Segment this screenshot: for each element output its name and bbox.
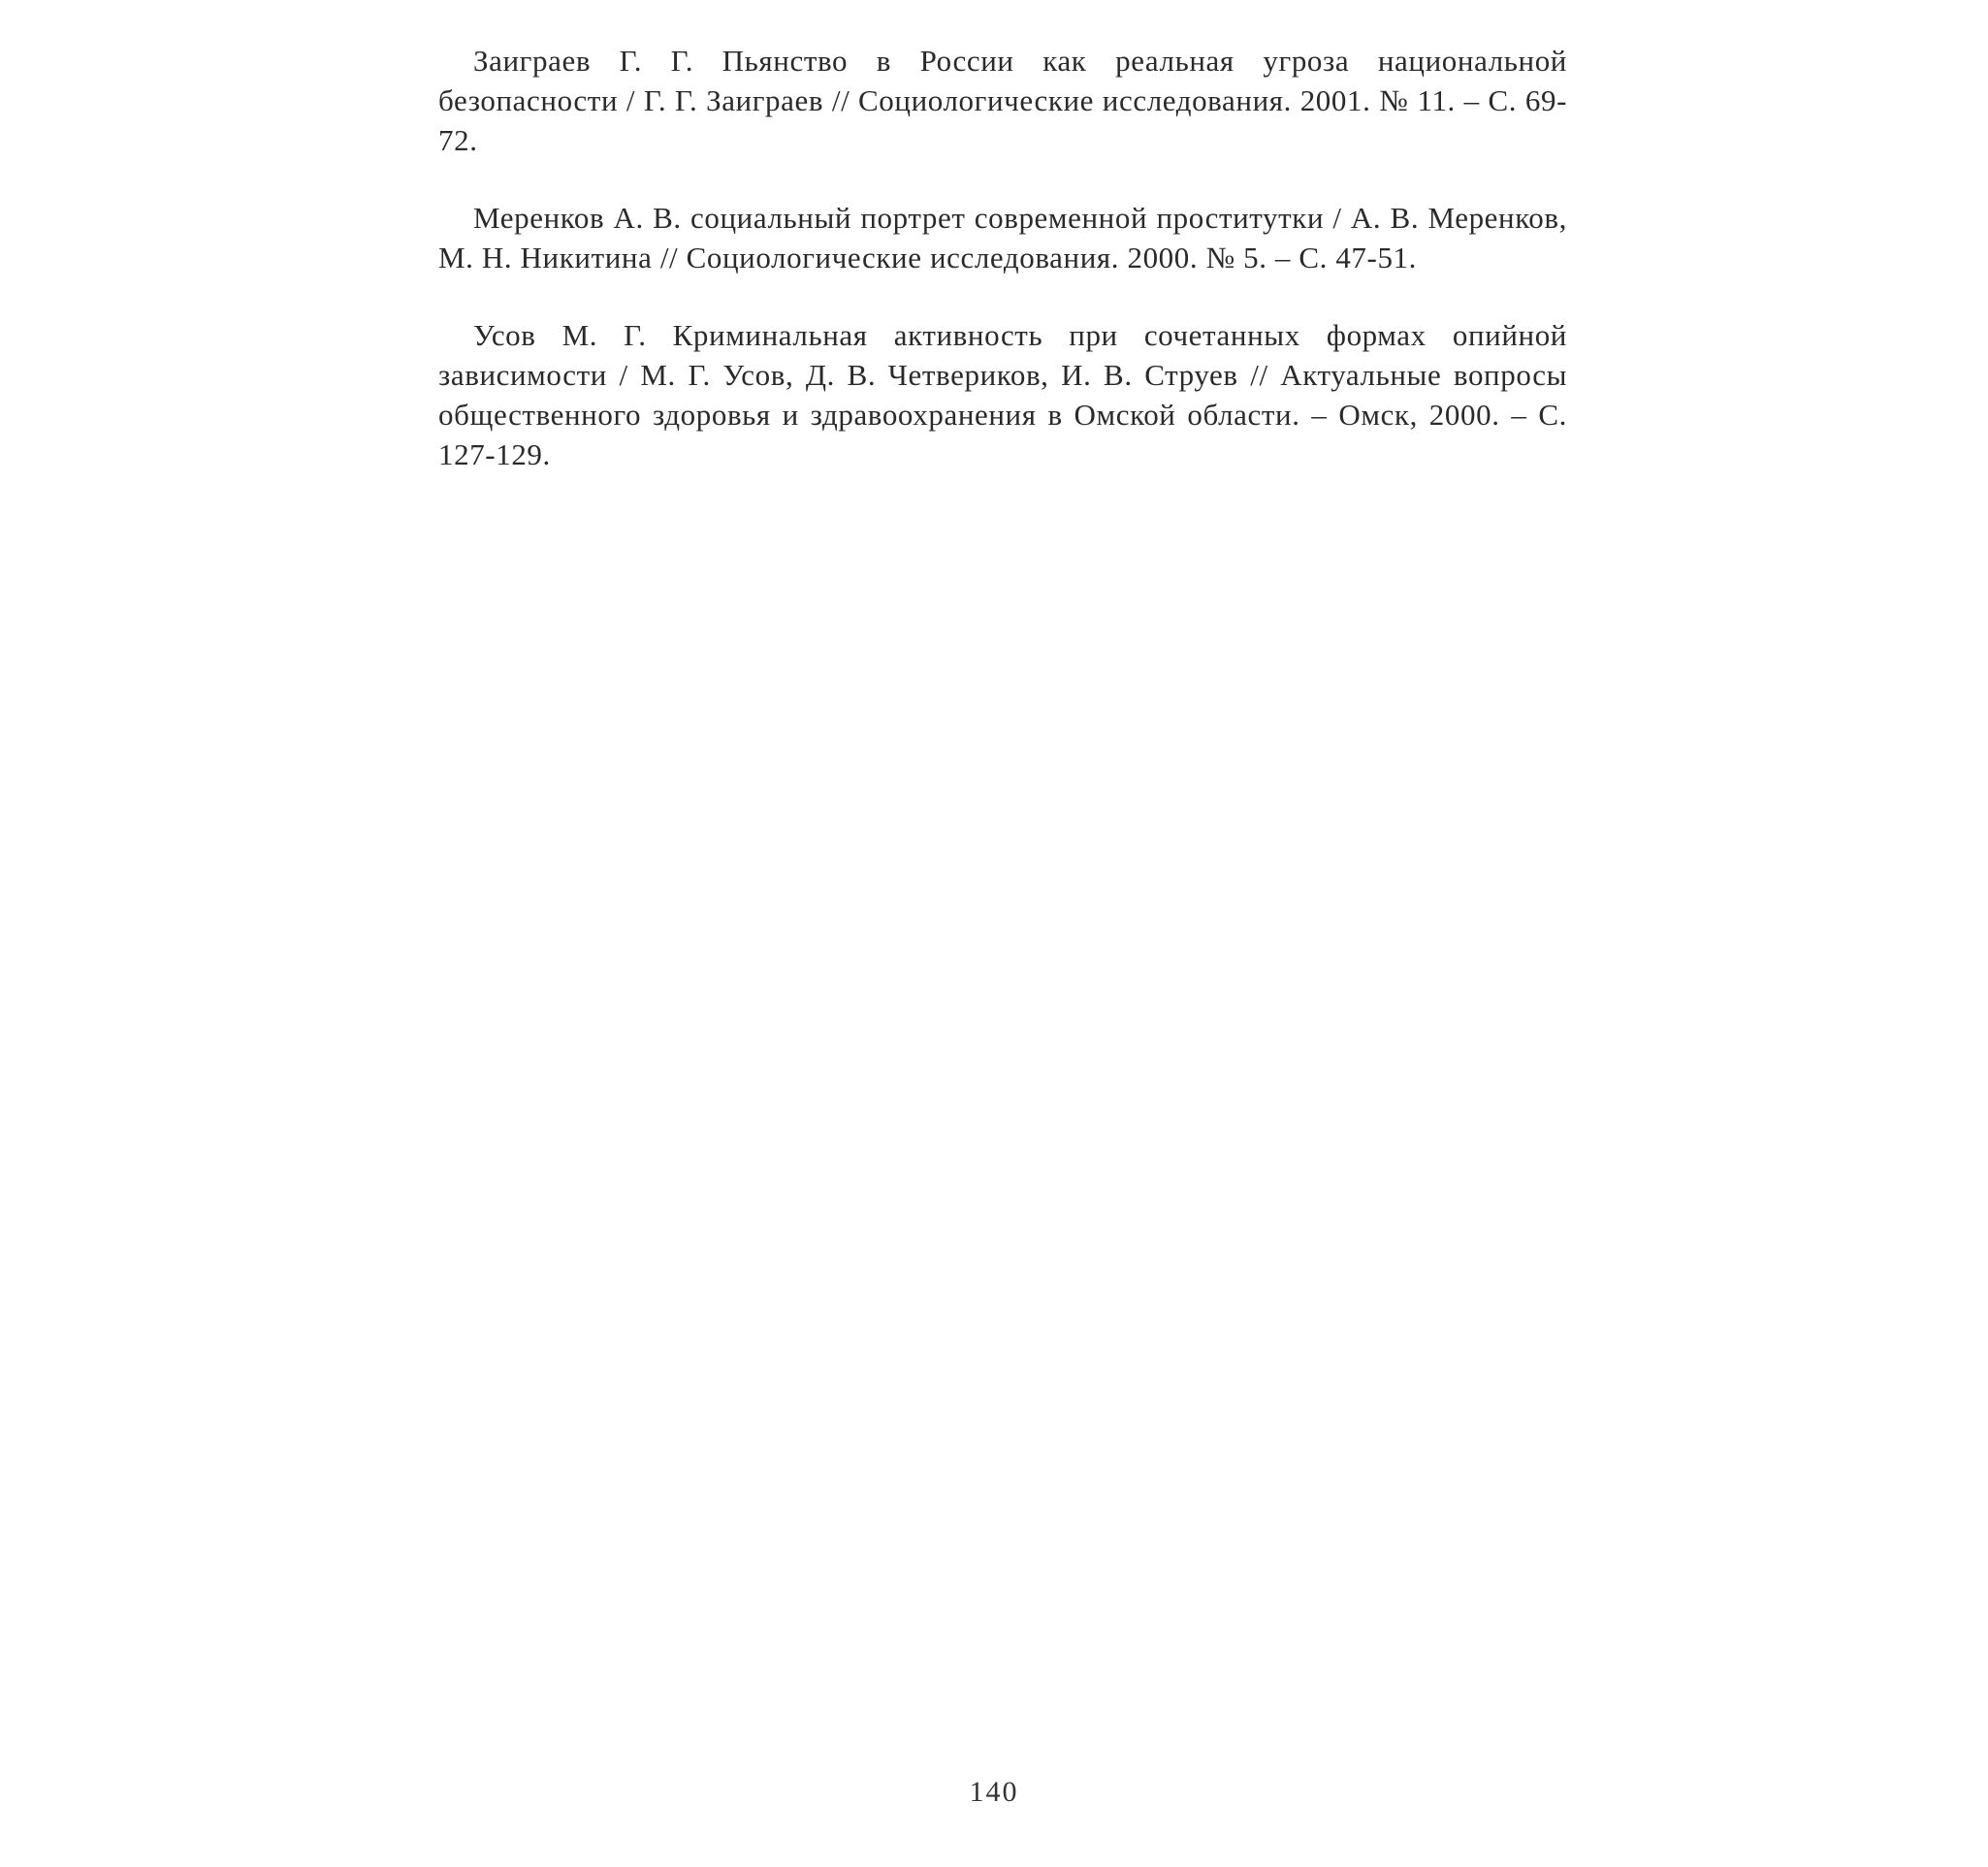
- reference-entry-usov: Усов М. Г. Криминальная активность при сочетанных формах опийной зависимости / М. Г. Усов, Д. В. Четвериков, И. В. Струев // Актуальные вопросы общественного здоровья и здравоохранения в Омской области. – Омск, 2000. – С. 127-129.: [438, 318, 1567, 471]
- reference-entry-zaigraev: Заиграев Г. Г. Пьянство в России как реальная угроза национальной безопасности / Г. Г. Заиграев // Социологические исследования. 2001. № 11. – С. 69-72.: [438, 44, 1567, 157]
- reference-list: [438, 41, 1567, 474]
- page-number: 140: [969, 1776, 1019, 1808]
- reference-entry-merenkov: Меренков А. В. социальный портрет современной проститутки / А. В. Меренков, М. Н. Никитина // Социологические исследования. 2000. № 5. – С. 47-51.: [438, 201, 1567, 274]
